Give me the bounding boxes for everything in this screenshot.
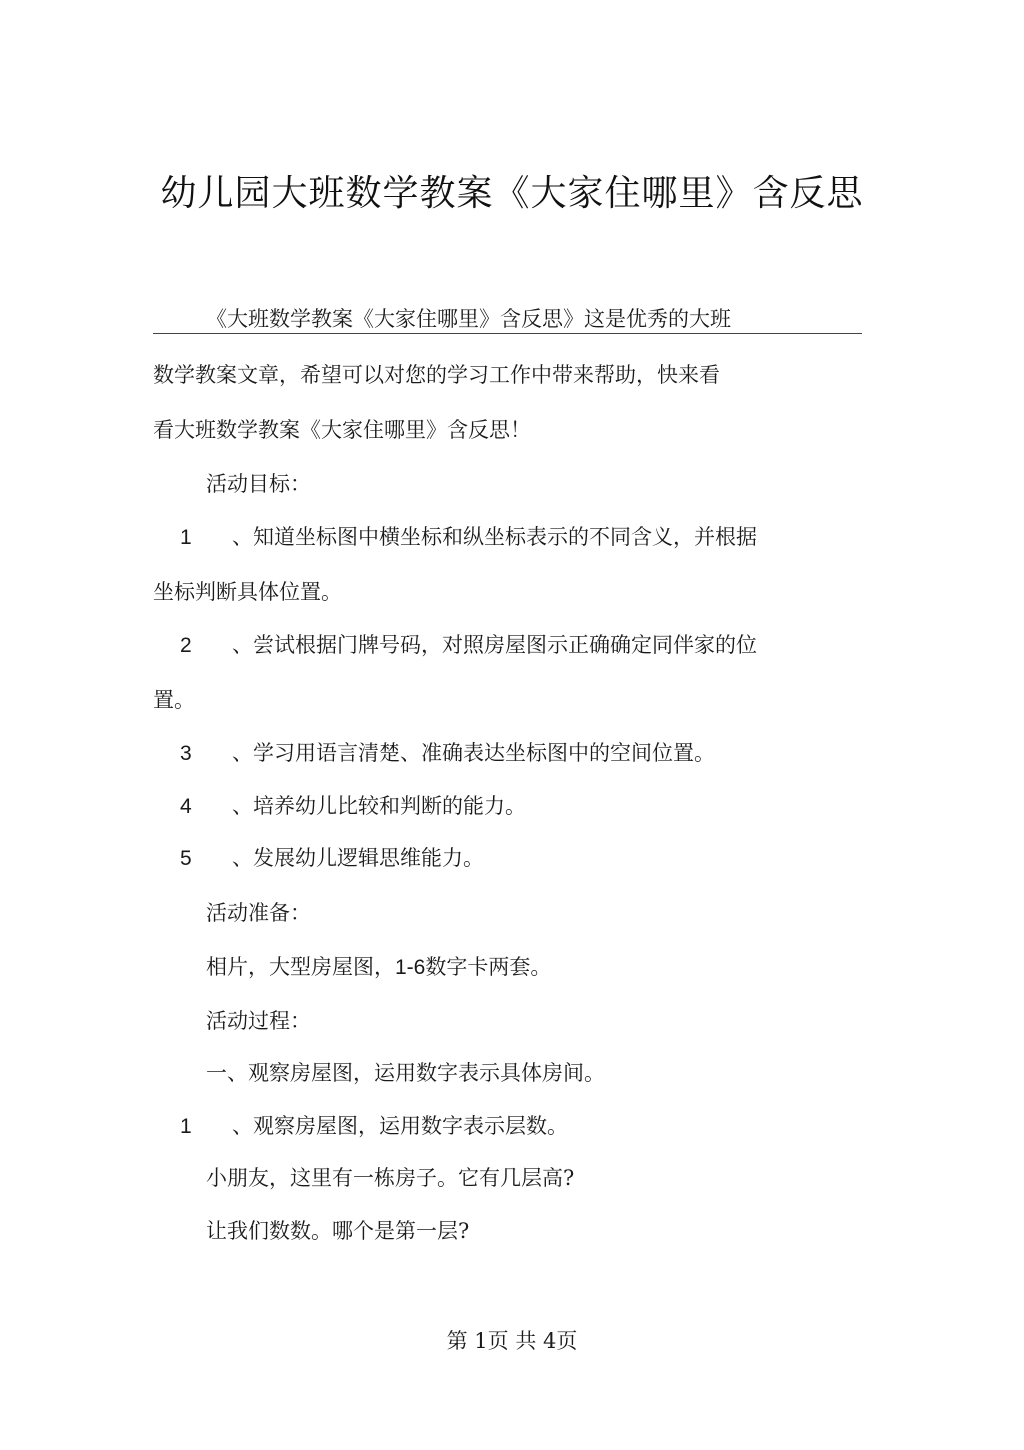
- goal-text: 、知道坐标图中横坐标和纵坐标表示的不同含义，并根据: [232, 525, 757, 549]
- intro-line-2: 数学教案文章，希望可以对您的学习工作中带来帮助，快来看: [153, 363, 720, 387]
- goal-number: 3: [180, 742, 192, 765]
- dialog-line-1: 小朋友，这里有一栋房子。它有几层高?: [206, 1166, 575, 1190]
- prep-text-part: 数字卡两套。: [425, 955, 552, 979]
- step-1-heading: 一、观察房屋图，运用数字表示具体房间。: [206, 1061, 605, 1085]
- document-title: 幼儿园大班数学教案《大家住哪里》含反思: [160, 173, 864, 214]
- goal-number: 5: [180, 847, 192, 870]
- prep-heading: 活动准备：: [206, 901, 311, 925]
- dialog-line-2: 让我们数数。哪个是第一层?: [206, 1219, 470, 1243]
- goal-item-5: [180, 843, 484, 874]
- goals-heading: 活动目标：: [206, 472, 311, 496]
- goal-item-1-continued: 坐标判断具体位置。: [153, 580, 342, 604]
- page-footer: 第 1页 共 4页: [446, 1329, 578, 1353]
- step-1-item-1: [180, 1111, 568, 1142]
- goal-item-1: [180, 522, 757, 553]
- goal-item-3: [180, 738, 715, 769]
- prep-number-range: 1-6: [395, 956, 426, 979]
- prep-text-part: 相片，大型房屋图，: [206, 955, 395, 979]
- goal-item-4: [180, 791, 526, 822]
- goal-number: 1: [180, 526, 192, 549]
- goal-number: 2: [180, 634, 192, 657]
- goal-text: 、学习用语言清楚、准确表达坐标图中的空间位置。: [232, 741, 715, 765]
- goal-text: 、发展幼儿逻辑思维能力。: [232, 846, 484, 870]
- prep-text: [206, 952, 551, 983]
- goal-item-2: [180, 630, 757, 661]
- process-heading: 活动过程：: [206, 1009, 311, 1033]
- intro-line-3: 看大班数学教案《大家住哪里》含反思！: [153, 418, 531, 442]
- step-text: 、观察房屋图，运用数字表示层数。: [232, 1114, 568, 1138]
- goal-text: 、培养幼儿比较和判断的能力。: [232, 794, 526, 818]
- goal-item-2-continued: 置。: [153, 688, 195, 712]
- intro-line-1: 《大班数学教案《大家住哪里》含反思》这是优秀的大班: [206, 307, 731, 331]
- goal-text: 、尝试根据门牌号码，对照房屋图示正确确定同伴家的位: [232, 633, 757, 657]
- goal-number: 4: [180, 795, 192, 818]
- step-number: 1: [180, 1115, 192, 1138]
- intro-underline: [153, 333, 862, 334]
